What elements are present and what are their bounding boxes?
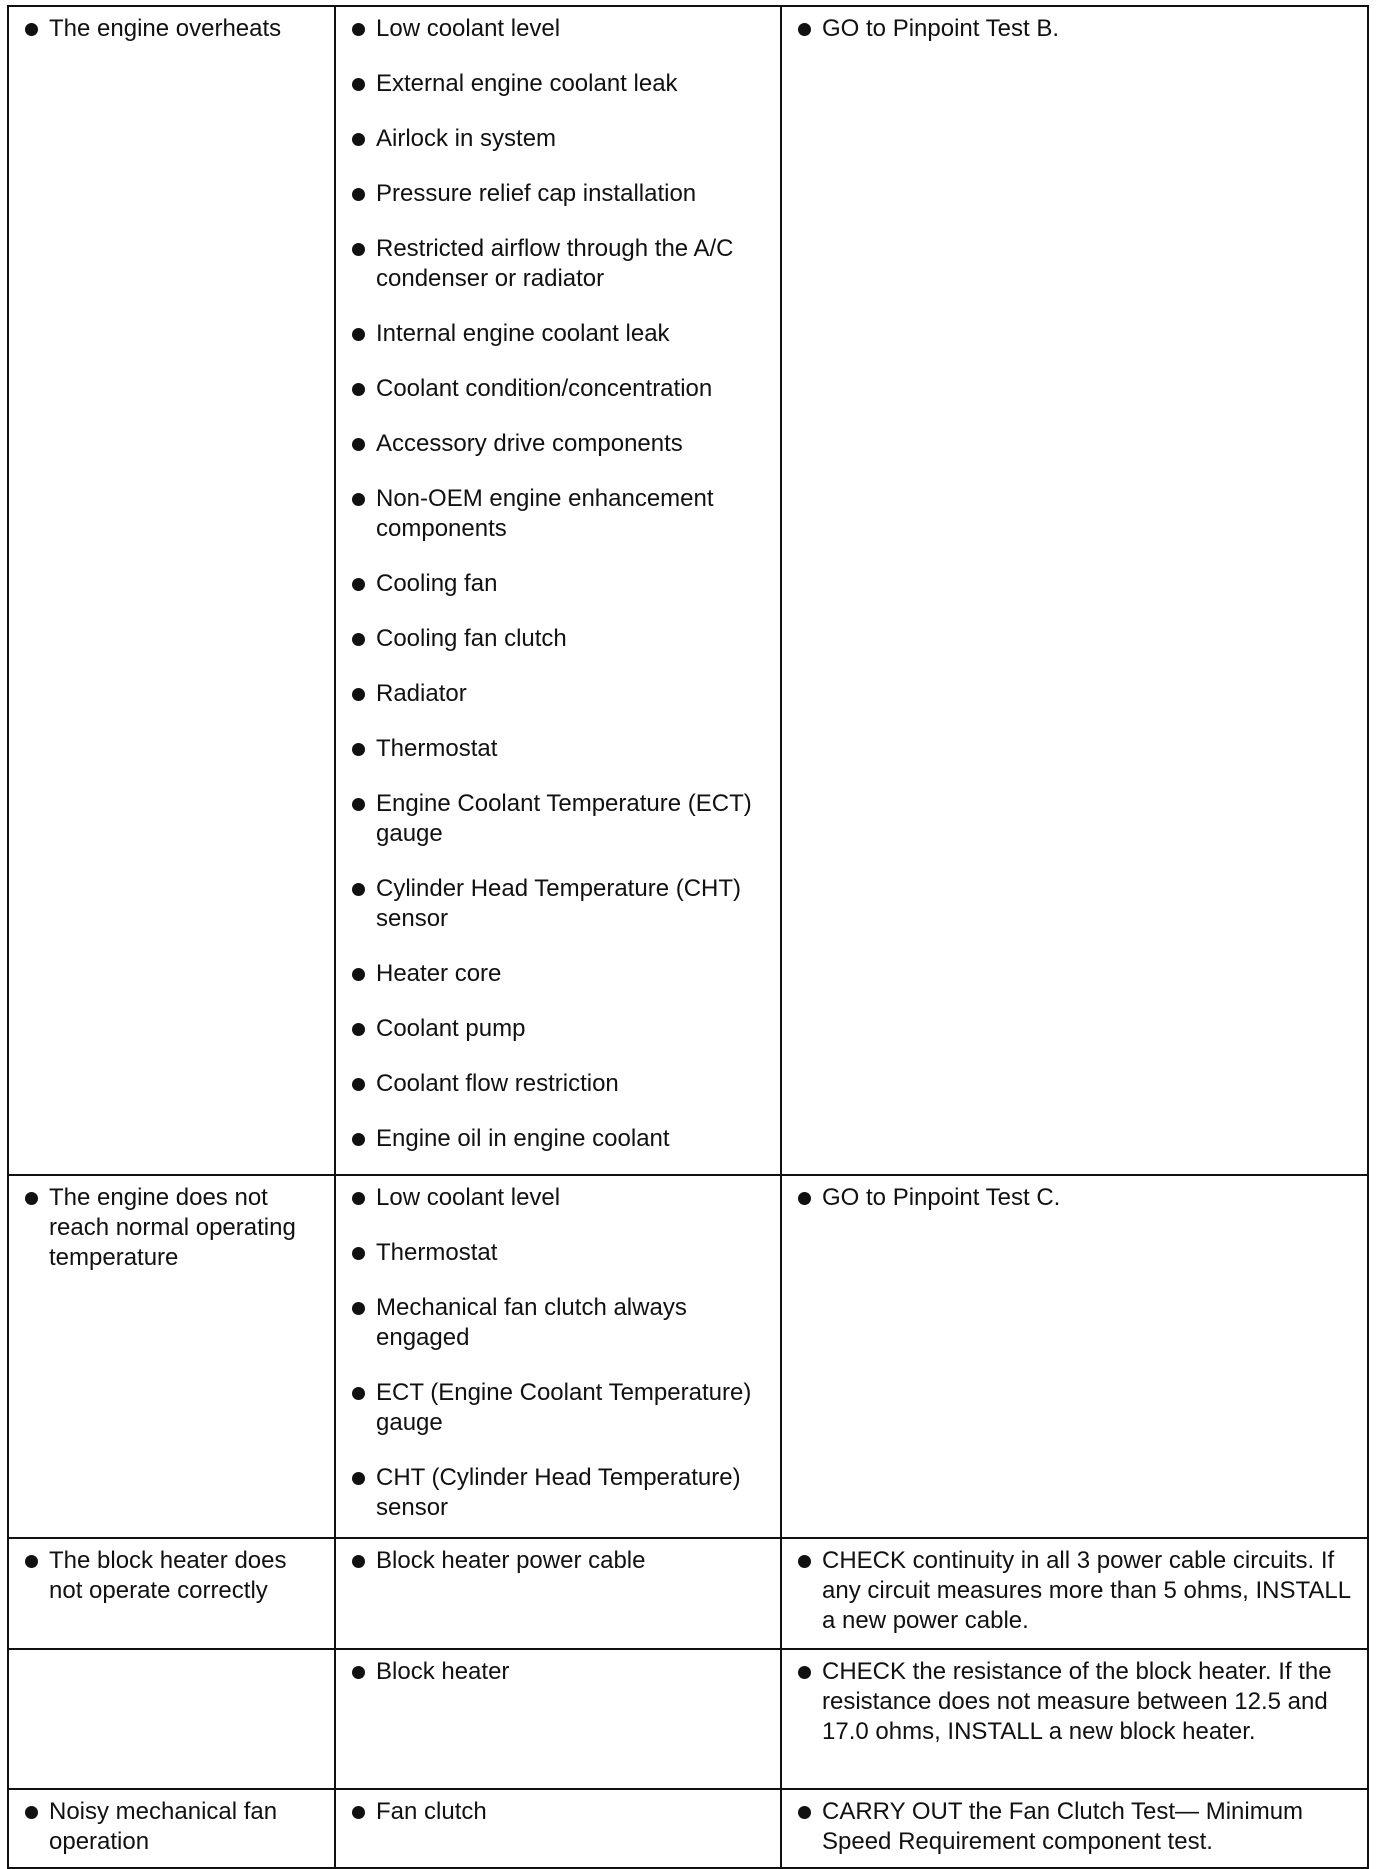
list-item <box>344 679 772 709</box>
list-item-text: The engine does not reach normal operating temperature <box>49 1184 296 1271</box>
table-row <box>8 1649 1368 1789</box>
action-list <box>790 1546 1359 1636</box>
list-item <box>344 69 772 99</box>
bullet-icon <box>352 1666 365 1679</box>
action-list <box>790 1797 1359 1857</box>
list-item-text: Block heater power cable <box>376 1547 646 1574</box>
cause-cell <box>335 1175 781 1538</box>
list-item <box>790 1546 1359 1636</box>
list-item <box>17 14 326 44</box>
list-item-text: Low coolant level <box>376 15 561 42</box>
list-item <box>344 569 772 599</box>
list-item-text: Accessory drive components <box>376 430 683 457</box>
list-item-text: Thermostat <box>376 1239 498 1266</box>
bullet-icon <box>798 1806 811 1819</box>
list-item <box>344 1657 772 1687</box>
list-item <box>344 1124 772 1154</box>
action-cell <box>781 1649 1368 1789</box>
list-item-text: Coolant flow restriction <box>376 1070 619 1097</box>
bullet-icon <box>352 188 365 201</box>
bullet-icon <box>352 578 365 591</box>
list-item <box>344 14 772 44</box>
list-item <box>344 1069 772 1099</box>
bullet-icon <box>352 243 365 256</box>
symptom-list <box>17 1183 326 1273</box>
bullet-icon <box>352 1302 365 1315</box>
bullet-icon <box>352 1472 365 1485</box>
bullet-icon <box>352 23 365 36</box>
bullet-icon <box>352 328 365 341</box>
list-item-text: Mechanical fan clutch always engaged <box>376 1294 687 1351</box>
list-item-text: Restricted airflow through the A/C condenser or radiator <box>376 235 734 292</box>
symptom-cell <box>8 1789 335 1868</box>
list-item <box>344 1378 772 1438</box>
bullet-icon <box>352 493 365 506</box>
action-list <box>790 1183 1359 1213</box>
list-item-text: Coolant condition/concentration <box>376 375 713 402</box>
bullet-icon <box>352 1247 365 1260</box>
action-cell <box>781 1175 1368 1538</box>
list-item-text: Thermostat <box>376 735 498 762</box>
symptom-cell <box>8 1649 335 1789</box>
list-item-text: GO to Pinpoint Test C. <box>822 1184 1061 1211</box>
bullet-icon <box>25 23 38 36</box>
bullet-icon <box>352 968 365 981</box>
list-item-text: Coolant pump <box>376 1015 526 1042</box>
list-item-text: Non-OEM engine enhancement components <box>376 485 714 542</box>
list-item <box>344 1546 772 1576</box>
bullet-icon <box>798 1555 811 1568</box>
list-item <box>344 874 772 934</box>
list-item <box>344 959 772 989</box>
bullet-icon <box>352 383 365 396</box>
list-item-text: Radiator <box>376 680 467 707</box>
table-row <box>8 1175 1368 1538</box>
action-cell <box>781 1789 1368 1868</box>
symptom-cell <box>8 1175 335 1538</box>
bullet-icon <box>798 23 811 36</box>
symptom-list <box>17 1797 326 1857</box>
table-row <box>8 1538 1368 1649</box>
list-item-text: Pressure relief cap installation <box>376 180 697 207</box>
list-item <box>344 429 772 459</box>
list-item-text: The engine overheats <box>49 15 282 42</box>
list-item-text: External engine coolant leak <box>376 70 678 97</box>
list-item-text: Cylinder Head Temperature (CHT) sensor <box>376 875 742 932</box>
list-item <box>344 1183 772 1213</box>
list-item <box>790 1797 1359 1857</box>
list-item-text: GO to Pinpoint Test B. <box>822 15 1060 42</box>
list-item <box>17 1546 326 1606</box>
list-item <box>344 789 772 849</box>
list-item <box>344 734 772 764</box>
list-item-text: Noisy mechanical fan operation <box>49 1798 278 1855</box>
bullet-icon <box>352 1078 365 1091</box>
table-row <box>8 6 1368 1175</box>
symptom-chart-table <box>7 5 1369 1869</box>
list-item <box>17 1797 326 1857</box>
list-item-text: Low coolant level <box>376 1184 561 1211</box>
list-item-text: Airlock in system <box>376 125 557 152</box>
list-item <box>344 179 772 209</box>
list-item <box>344 319 772 349</box>
table-row <box>8 1789 1368 1868</box>
action-list <box>790 1657 1359 1747</box>
bullet-icon <box>352 688 365 701</box>
list-item-text: Internal engine coolant leak <box>376 320 670 347</box>
bullet-icon <box>25 1555 38 1568</box>
list-item-text: Block heater <box>376 1658 510 1685</box>
action-list <box>790 14 1359 44</box>
list-item <box>344 1293 772 1353</box>
symptom-list <box>17 1546 326 1606</box>
bullet-icon <box>352 883 365 896</box>
list-item-text: Engine Coolant Temperature (ECT) gauge <box>376 790 752 847</box>
list-item <box>344 624 772 654</box>
list-item <box>344 1797 772 1827</box>
symptom-chart-body <box>8 6 1368 1868</box>
list-item <box>344 1014 772 1044</box>
cause-list <box>344 1546 772 1576</box>
bullet-icon <box>352 438 365 451</box>
cause-list <box>344 1183 772 1523</box>
list-item <box>790 1183 1359 1213</box>
list-item-text: Cooling fan clutch <box>376 625 567 652</box>
cause-cell <box>335 1789 781 1868</box>
bullet-icon <box>352 798 365 811</box>
list-item <box>790 1657 1359 1747</box>
list-item-text: Fan clutch <box>376 1798 487 1825</box>
list-item <box>790 14 1359 44</box>
list-item-text: Heater core <box>376 960 502 987</box>
symptom-cell <box>8 1538 335 1649</box>
bullet-icon <box>352 1023 365 1036</box>
cause-cell <box>335 1649 781 1789</box>
list-item <box>344 1463 772 1523</box>
list-item-text: Cooling fan <box>376 570 498 597</box>
list-item-text: The block heater does not operate correctly <box>49 1547 287 1604</box>
cause-cell <box>335 1538 781 1649</box>
symptom-list <box>17 14 326 44</box>
cause-cell <box>335 6 781 1175</box>
bullet-icon <box>352 1192 365 1205</box>
list-item <box>344 234 772 294</box>
list-item-text: CHECK continuity in all 3 power cable circuits. If any circuit measures more than 5 ohms, INSTALL a new power cable. <box>822 1547 1351 1634</box>
list-item <box>344 1238 772 1268</box>
list-item-text: ECT (Engine Coolant Temperature) gauge <box>376 1379 752 1436</box>
bullet-icon <box>352 1387 365 1400</box>
bullet-icon <box>352 133 365 146</box>
list-item-text: CARRY OUT the Fan Clutch Test— Minimum Speed Requirement component test. <box>822 1798 1304 1855</box>
bullet-icon <box>352 78 365 91</box>
bullet-icon <box>798 1192 811 1205</box>
cause-list <box>344 1657 772 1687</box>
list-item <box>344 484 772 544</box>
list-item <box>344 374 772 404</box>
list-item <box>17 1183 326 1273</box>
list-item-text: CHECK the resistance of the block heater. If the resistance does not measure between 12.5 and 17.0 ohms, INSTALL a new block heater. <box>822 1658 1332 1745</box>
bullet-icon <box>25 1192 38 1205</box>
bullet-icon <box>352 1806 365 1819</box>
cause-list <box>344 14 772 1154</box>
symptom-cell <box>8 6 335 1175</box>
list-item <box>344 124 772 154</box>
list-item-text: Engine oil in engine coolant <box>376 1125 670 1152</box>
bullet-icon <box>352 633 365 646</box>
bullet-icon <box>25 1806 38 1819</box>
bullet-icon <box>352 743 365 756</box>
bullet-icon <box>352 1555 365 1568</box>
cause-list <box>344 1797 772 1827</box>
bullet-icon <box>352 1133 365 1146</box>
action-cell <box>781 1538 1368 1649</box>
bullet-icon <box>798 1666 811 1679</box>
action-cell <box>781 6 1368 1175</box>
list-item-text: CHT (Cylinder Head Temperature) sensor <box>376 1464 741 1521</box>
